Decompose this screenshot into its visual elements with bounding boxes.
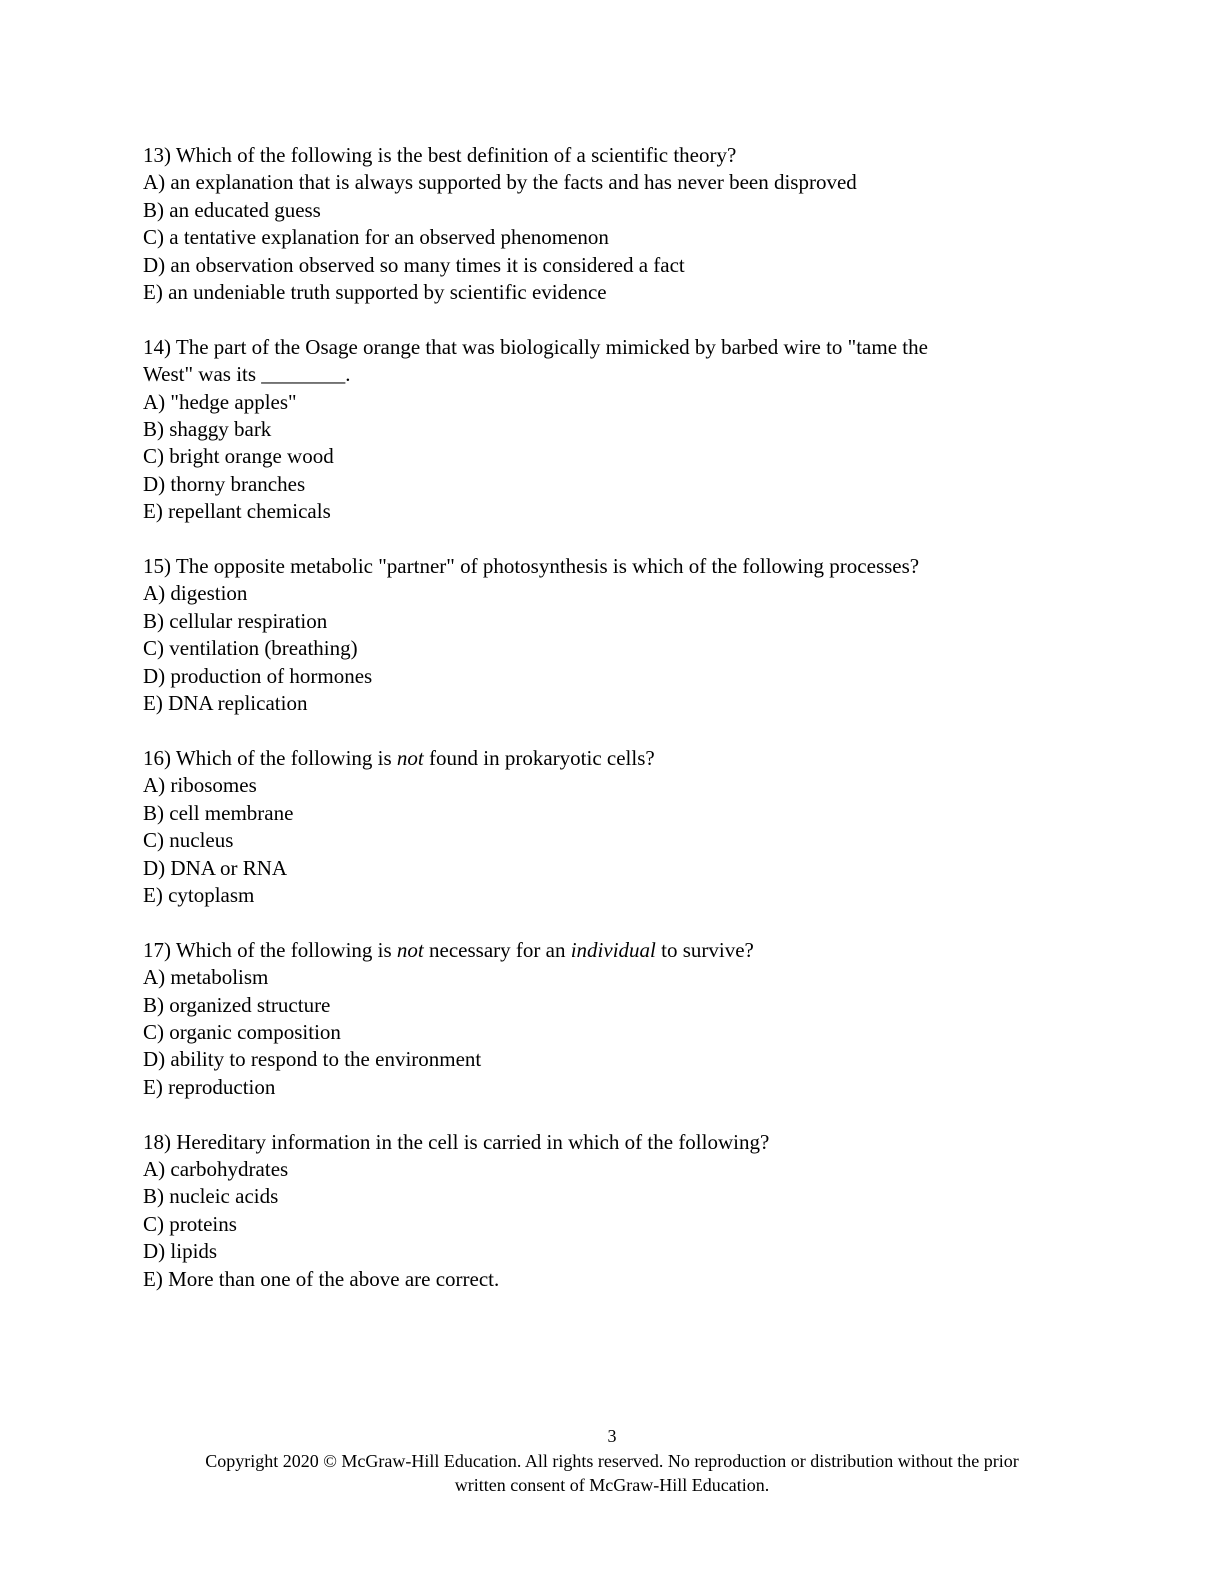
question-list <box>143 142 1083 1320</box>
answer-option-d: D) thorny branches <box>143 471 306 496</box>
answer-option-c: C) bright orange wood <box>143 444 334 469</box>
emphasis-text: not <box>396 937 424 962</box>
answer-option-c: C) ventilation (breathing) <box>143 636 358 661</box>
stem-text: 17) Which of the following is <box>143 937 397 962</box>
answer-option-c: C) nucleus <box>143 828 234 853</box>
answer-option-e: E) reproduction <box>143 1074 276 1099</box>
answer-option-c: C) proteins <box>143 1211 237 1236</box>
answer-option-a: A) "hedge apples" <box>143 389 297 414</box>
copyright-line-2: written consent of McGraw-Hill Education. <box>454 1475 770 1495</box>
stem-text: 18) Hereditary information in the cell is carried in which of the following? <box>143 1129 770 1154</box>
question-stem <box>143 745 1083 772</box>
question-17 <box>143 937 1083 1101</box>
stem-text: 13) Which of the following is the best definition of a scientific theory? <box>143 143 737 167</box>
answer-option-d: D) lipids <box>143 1239 218 1264</box>
stem-text: to survive? <box>655 937 754 962</box>
answer-option-a: A) metabolism <box>143 965 269 990</box>
question-stem <box>143 553 1083 580</box>
question-16 <box>143 745 1083 909</box>
question-stem <box>143 937 1083 964</box>
emphasis-text: individual <box>570 937 656 962</box>
answer-option-c: C) a tentative explanation for an observed phenomenon <box>143 225 609 250</box>
answer-option-d: D) ability to respond to the environment <box>143 1047 482 1072</box>
stem-text: necessary for an <box>423 937 571 962</box>
question-stem <box>143 142 1083 169</box>
stem-text: 15) The opposite metabolic "partner" of photosynthesis is which of the following processes? <box>143 554 920 579</box>
answer-option-e: E) More than one of the above are correct. <box>143 1266 500 1291</box>
answer-option-d: D) DNA or RNA <box>143 855 288 880</box>
page-footer <box>0 1424 1224 1498</box>
question-stem <box>143 1129 1083 1156</box>
question-13 <box>143 142 1083 306</box>
emphasis-text: not <box>396 745 424 770</box>
page-number: 3 <box>607 1426 617 1446</box>
answer-option-e: E) cytoplasm <box>143 882 255 907</box>
answer-option-a: A) an explanation that is always supported by the facts and has never been disproved <box>143 170 857 195</box>
answer-option-e: E) repellant chemicals <box>143 499 331 524</box>
answer-option-b: B) cellular respiration <box>143 608 328 633</box>
answer-option-d: D) an observation observed so many times it is considered a fact <box>143 252 685 277</box>
stem-text: 16) Which of the following is <box>143 745 397 770</box>
question-stem-line-1: 14) The part of the Osage orange that was biologically mimicked by barbed wire to "tame the <box>143 334 928 359</box>
copyright-line-1: Copyright 2020 © McGraw-Hill Education. All rights reserved. No reproduction or distribution without the prior <box>205 1450 1019 1471</box>
answer-option-e: E) DNA replication <box>143 691 308 716</box>
question-14 <box>143 334 1083 526</box>
answer-option-b: B) cell membrane <box>143 800 294 825</box>
answer-option-c: C) organic composition <box>143 1019 341 1044</box>
question-15 <box>143 553 1083 717</box>
answer-option-e: E) an undeniable truth supported by scientific evidence <box>143 280 607 305</box>
answer-option-b: B) shaggy bark <box>143 417 272 442</box>
question-stem-line-2: West" was its ________. <box>143 362 351 387</box>
answer-option-a: A) ribosomes <box>143 773 257 798</box>
question-18 <box>143 1129 1083 1293</box>
answer-option-a: A) digestion <box>143 581 248 606</box>
stem-text: found in prokaryotic cells? <box>423 745 655 770</box>
answer-option-d: D) production of hormones <box>143 663 373 688</box>
answer-option-b: B) organized structure <box>143 992 331 1017</box>
answer-option-a: A) carbohydrates <box>143 1156 289 1181</box>
answer-option-b: B) an educated guess <box>143 197 321 222</box>
answer-option-b: B) nucleic acids <box>143 1184 279 1209</box>
